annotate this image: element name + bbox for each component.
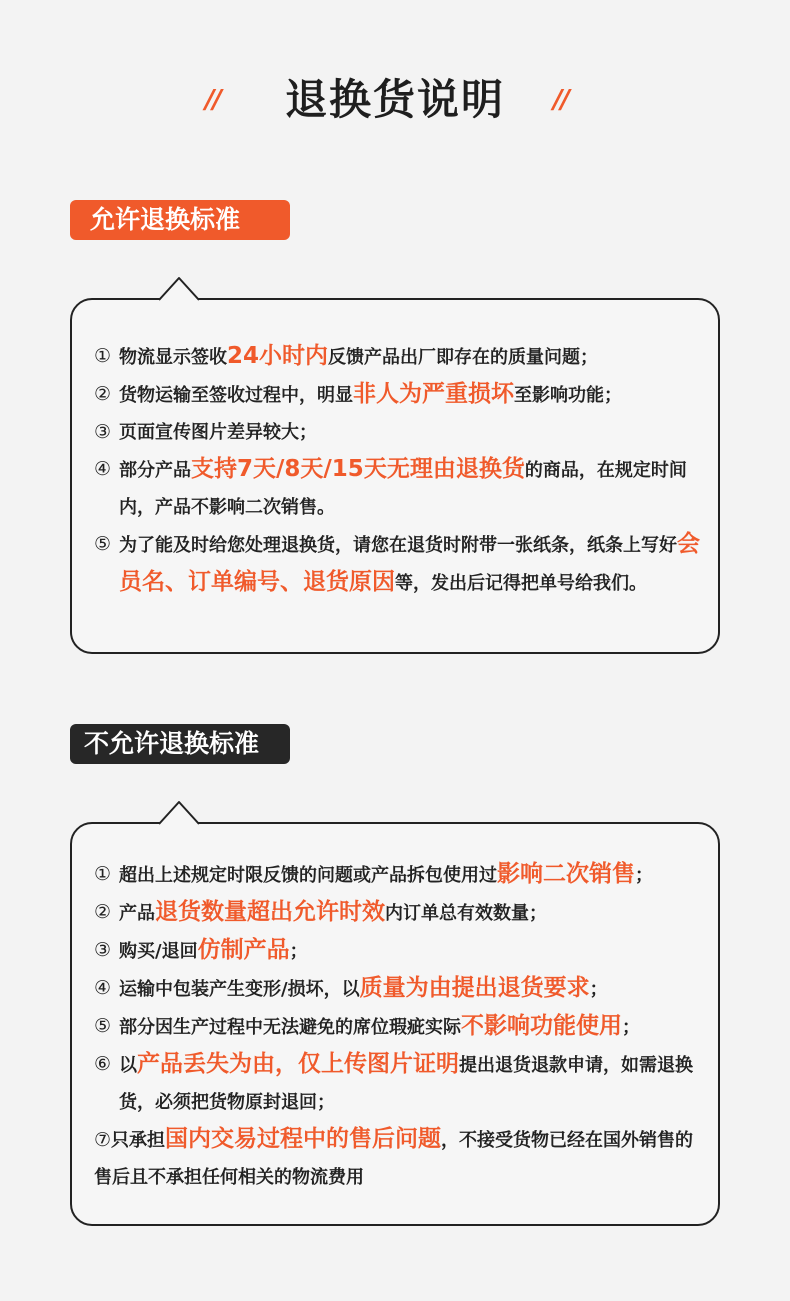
item-text: 只承担 [111,1130,166,1151]
list-item [94,526,706,602]
list-item [94,1046,706,1121]
item-text: ； [635,865,653,886]
list-item [94,932,706,970]
item-number: ① [94,345,112,367]
item-number: ⑤ [94,533,112,555]
list-item [94,1121,706,1196]
item-text: 物流显示签收 [119,347,227,368]
item-text: 运输中包装产生变形/损坏，以 [119,979,360,1000]
item-text: 至影响功能； [514,385,622,406]
decoration-slashes-left: // [205,85,220,115]
item-highlight: 国内交易过程中的售后问题 [165,1126,442,1152]
item-highlight: 影响二次销售 [497,861,635,887]
item-highlight: 不影响功能使用 [461,1013,622,1039]
item-number: ⑤ [94,1015,112,1037]
item-text: 以 [119,1055,137,1076]
allowed-rules-box [70,298,720,654]
item-text: 等，发出后记得把单号给我们。 [395,573,647,594]
item-highlight: 支持7天/8天/15天无理由退换货 [191,456,525,482]
item-text: ； [589,979,608,1000]
list-item [94,376,706,414]
list-item [94,451,706,526]
list-item [94,970,706,1008]
not-allowed-rules-list [94,856,706,1196]
item-number: ④ [94,977,112,999]
speech-tail-icon [159,800,199,826]
item-number: ③ [94,939,112,961]
item-highlight: 质量为由提出退货要求 [359,975,590,1001]
item-highlight: 退货数量超出允许时效 [155,899,385,925]
not-allowed-rules-box [70,822,720,1226]
item-text: 的商品，在规定时间内，产品不影响二次销售。 [119,460,687,518]
list-item [94,1008,706,1046]
item-highlight: 24小时内 [227,343,329,369]
list-item [94,414,706,451]
allowed-section-label: 允许退换标准 [70,200,290,240]
item-number: ⑥ [94,1053,112,1075]
list-item [94,894,706,932]
item-text: 页面宣传图片差异较大； [119,422,317,443]
item-text: 购买/退回 [119,941,198,962]
item-number: ② [94,901,112,923]
item-text: ，不接受货物已经在国外销售的售后且不承担任何相关的物流费用 [94,1130,694,1188]
not-allowed-section-label: 不允许退换标准 [70,724,290,764]
list-item [94,338,706,376]
item-number: ③ [94,421,112,443]
item-text: 内订单总有效数量； [385,903,547,924]
item-text: 货物运输至签收过程中，明显 [119,385,353,406]
header [0,70,790,130]
item-highlight: 非人为严重损坏 [353,381,514,407]
item-number: ④ [94,458,112,480]
item-number: ⑦ [94,1129,112,1151]
item-text: 部分产品 [119,460,191,481]
item-text: 反馈产品出厂即存在的质量问题； [328,347,599,368]
speech-tail-icon [159,276,199,302]
item-text: ； [622,1017,640,1038]
allowed-rules-list [94,338,706,602]
item-text: 为了能及时给您处理退换货，请您在退货时附带一张纸条，纸条上写好 [119,535,677,556]
item-highlight: 会员名、订单编号、退货原因 [119,531,700,595]
item-text: 产品 [119,903,155,924]
decoration-slashes-right: // [553,85,568,115]
item-number: ② [94,383,112,405]
item-text: 提出退货退款申请，如需退换货，必须把货物原封退回； [119,1055,693,1113]
item-highlight: 仿制产品 [197,937,290,963]
item-text: 超出上述规定时限反馈的问题或产品拆包使用过 [119,865,497,886]
list-item [94,856,706,894]
item-text: 部分因生产过程中无法避免的席位瑕疵实际 [119,1017,461,1038]
item-text: ； [289,941,308,962]
item-number: ① [94,863,112,885]
page-title: 退换货说明 [284,75,505,124]
item-highlight: 产品丢失为由，仅上传图片证明 [137,1051,459,1077]
